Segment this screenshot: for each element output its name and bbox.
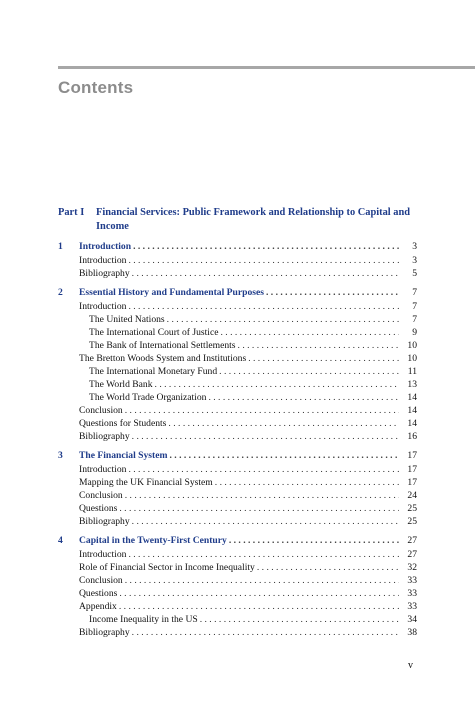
toc-entry-title: Conclusion <box>79 575 123 586</box>
dot-leader <box>246 352 399 365</box>
toc-entry-title: Introduction <box>79 464 127 475</box>
toc-page-number: 34 <box>407 614 417 625</box>
toc-entry-title: Bibliography <box>79 268 130 279</box>
dot-leader <box>131 240 399 253</box>
toc-entry-title: Conclusion <box>79 405 123 416</box>
toc-page-number: 27 <box>407 535 417 546</box>
toc-entry[interactable] <box>58 515 417 528</box>
dot-leader <box>126 254 399 267</box>
dot-leader <box>217 365 399 378</box>
dot-leader <box>166 417 399 430</box>
toc-entry-title: The World Trade Organization <box>89 392 207 403</box>
toc-entry[interactable] <box>58 339 417 352</box>
toc-entry-title: Role of Financial Sector in Income Inequality <box>79 562 255 573</box>
toc-entry-title: The World Bank <box>89 379 153 390</box>
toc-entry[interactable] <box>58 326 417 339</box>
toc-entry-title: Conclusion <box>79 490 123 501</box>
chapter-heading-row[interactable] <box>58 534 417 548</box>
dot-leader <box>117 587 399 600</box>
toc-entry[interactable] <box>58 626 417 639</box>
toc-page-number: 17 <box>407 477 417 488</box>
chapter-heading-row[interactable] <box>58 240 417 254</box>
toc-entry[interactable] <box>58 574 417 587</box>
chapter-number: 2 <box>58 287 63 298</box>
dot-leader <box>126 463 399 476</box>
dot-leader <box>227 534 399 547</box>
toc-page-number: 33 <box>407 588 417 599</box>
toc-entry[interactable] <box>58 463 417 476</box>
toc-page-number: 33 <box>407 575 417 586</box>
toc-page-number: 16 <box>407 431 417 442</box>
toc-entry[interactable] <box>58 267 417 280</box>
toc-entry[interactable] <box>58 561 417 574</box>
dot-leader <box>123 574 399 587</box>
toc-entry-title: Bibliography <box>79 627 130 638</box>
toc-entry-title: Capital in the Twenty-First Century <box>79 535 227 546</box>
toc-entry-title: Questions <box>79 588 118 599</box>
dot-leader <box>264 286 399 299</box>
toc-entry-title: The International Monetary Fund <box>89 366 218 377</box>
chapter-1 <box>58 240 417 280</box>
toc-page-number: 11 <box>407 366 417 377</box>
part-label: Part I <box>58 207 85 218</box>
dot-leader <box>130 430 399 443</box>
toc-entry[interactable] <box>58 391 417 404</box>
table-of-contents <box>58 206 417 639</box>
toc-page-number: 24 <box>407 490 417 501</box>
toc-entry-title: Mapping the UK Financial System <box>79 477 213 488</box>
dot-leader <box>123 489 399 502</box>
dot-leader <box>126 300 399 313</box>
toc-page-number: 3 <box>412 241 417 252</box>
toc-page-number: 14 <box>407 418 417 429</box>
toc-entry-title: The Bank of International Settlements <box>89 340 236 351</box>
toc-page-number: 10 <box>407 353 417 364</box>
dot-leader <box>117 600 399 613</box>
toc-entry[interactable] <box>58 404 417 417</box>
toc-entry[interactable] <box>58 300 417 313</box>
dot-leader <box>126 548 399 561</box>
toc-entry[interactable] <box>58 476 417 489</box>
dot-leader <box>198 613 399 626</box>
header-rule <box>58 66 475 69</box>
chapter-number: 4 <box>58 535 63 546</box>
chapter-list <box>58 240 417 639</box>
chapter-2 <box>58 286 417 443</box>
chapter-number: 1 <box>58 241 63 252</box>
toc-entry-title: Questions <box>79 503 118 514</box>
toc-entry-title: Bibliography <box>79 516 130 527</box>
toc-page-number: 38 <box>407 627 417 638</box>
toc-entry-title: Questions for Students <box>79 418 167 429</box>
toc-entry-title: The International Court of Justice <box>89 327 219 338</box>
toc-entry[interactable] <box>58 417 417 430</box>
toc-entry[interactable] <box>58 313 417 326</box>
dot-leader <box>117 502 399 515</box>
toc-entry[interactable] <box>58 352 417 365</box>
toc-entry-title: Income Inequality in the US <box>89 614 198 625</box>
toc-page-number: 13 <box>407 379 417 390</box>
toc-entry[interactable] <box>58 378 417 391</box>
toc-page-number: 3 <box>412 255 417 266</box>
dot-leader <box>130 267 399 280</box>
chapter-heading-row[interactable] <box>58 286 417 300</box>
page-title: Contents <box>58 78 134 97</box>
dot-leader <box>236 339 399 352</box>
dot-leader <box>213 476 399 489</box>
toc-entry[interactable] <box>58 365 417 378</box>
toc-entry[interactable] <box>58 489 417 502</box>
part-heading <box>58 206 417 234</box>
dot-leader <box>165 313 399 326</box>
chapter-heading-row[interactable] <box>58 449 417 463</box>
dot-leader <box>206 391 399 404</box>
toc-page-number: 7 <box>412 301 417 312</box>
dot-leader <box>130 626 399 639</box>
toc-entry[interactable] <box>58 587 417 600</box>
toc-page-number: 5 <box>412 268 417 279</box>
toc-entry[interactable] <box>58 613 417 626</box>
toc-entry[interactable] <box>58 430 417 443</box>
toc-page-number: 25 <box>407 503 417 514</box>
toc-entry-title: Essential History and Fundamental Purposes <box>79 287 264 298</box>
toc-entry-title: The Financial System <box>79 450 168 461</box>
dot-leader <box>130 515 399 528</box>
dot-leader <box>167 449 399 462</box>
chapter-3 <box>58 449 417 528</box>
toc-page-number: 25 <box>407 516 417 527</box>
toc-page-number: 17 <box>407 464 417 475</box>
toc-entry-title: Appendix <box>79 601 117 612</box>
toc-entry-title: The United Nations <box>89 314 165 325</box>
dot-leader <box>255 561 399 574</box>
toc-page-number: 32 <box>407 562 417 573</box>
chapter-4 <box>58 534 417 639</box>
toc-page-number: 14 <box>407 392 417 403</box>
toc-page-number: 33 <box>407 601 417 612</box>
part-title: Financial Services: Public Framework and Relationship to Capital and Income <box>96 207 411 232</box>
toc-entry[interactable] <box>58 600 417 613</box>
toc-entry-title: Introduction <box>79 255 127 266</box>
toc-page-number: 9 <box>412 327 417 338</box>
dot-leader <box>218 326 399 339</box>
toc-entry-title: Introduction <box>79 241 132 252</box>
toc-page-number: 27 <box>407 549 417 560</box>
toc-entry-title: The Bretton Woods System and Institutions <box>79 353 247 364</box>
toc-entry-title: Introduction <box>79 549 127 560</box>
toc-entry-title: Bibliography <box>79 431 130 442</box>
dot-leader <box>153 378 399 391</box>
chapter-number: 3 <box>58 450 63 461</box>
toc-entry-title: Introduction <box>79 301 127 312</box>
toc-page-number: 17 <box>407 450 417 461</box>
toc-entry[interactable] <box>58 502 417 515</box>
dot-leader <box>123 404 399 417</box>
toc-page-number: 7 <box>412 314 417 325</box>
page-number: v <box>408 660 413 671</box>
toc-entry[interactable] <box>58 254 417 267</box>
toc-page-number: 7 <box>412 287 417 298</box>
toc-page-number: 14 <box>407 405 417 416</box>
toc-page-number: 10 <box>407 340 417 351</box>
toc-entry[interactable] <box>58 548 417 561</box>
